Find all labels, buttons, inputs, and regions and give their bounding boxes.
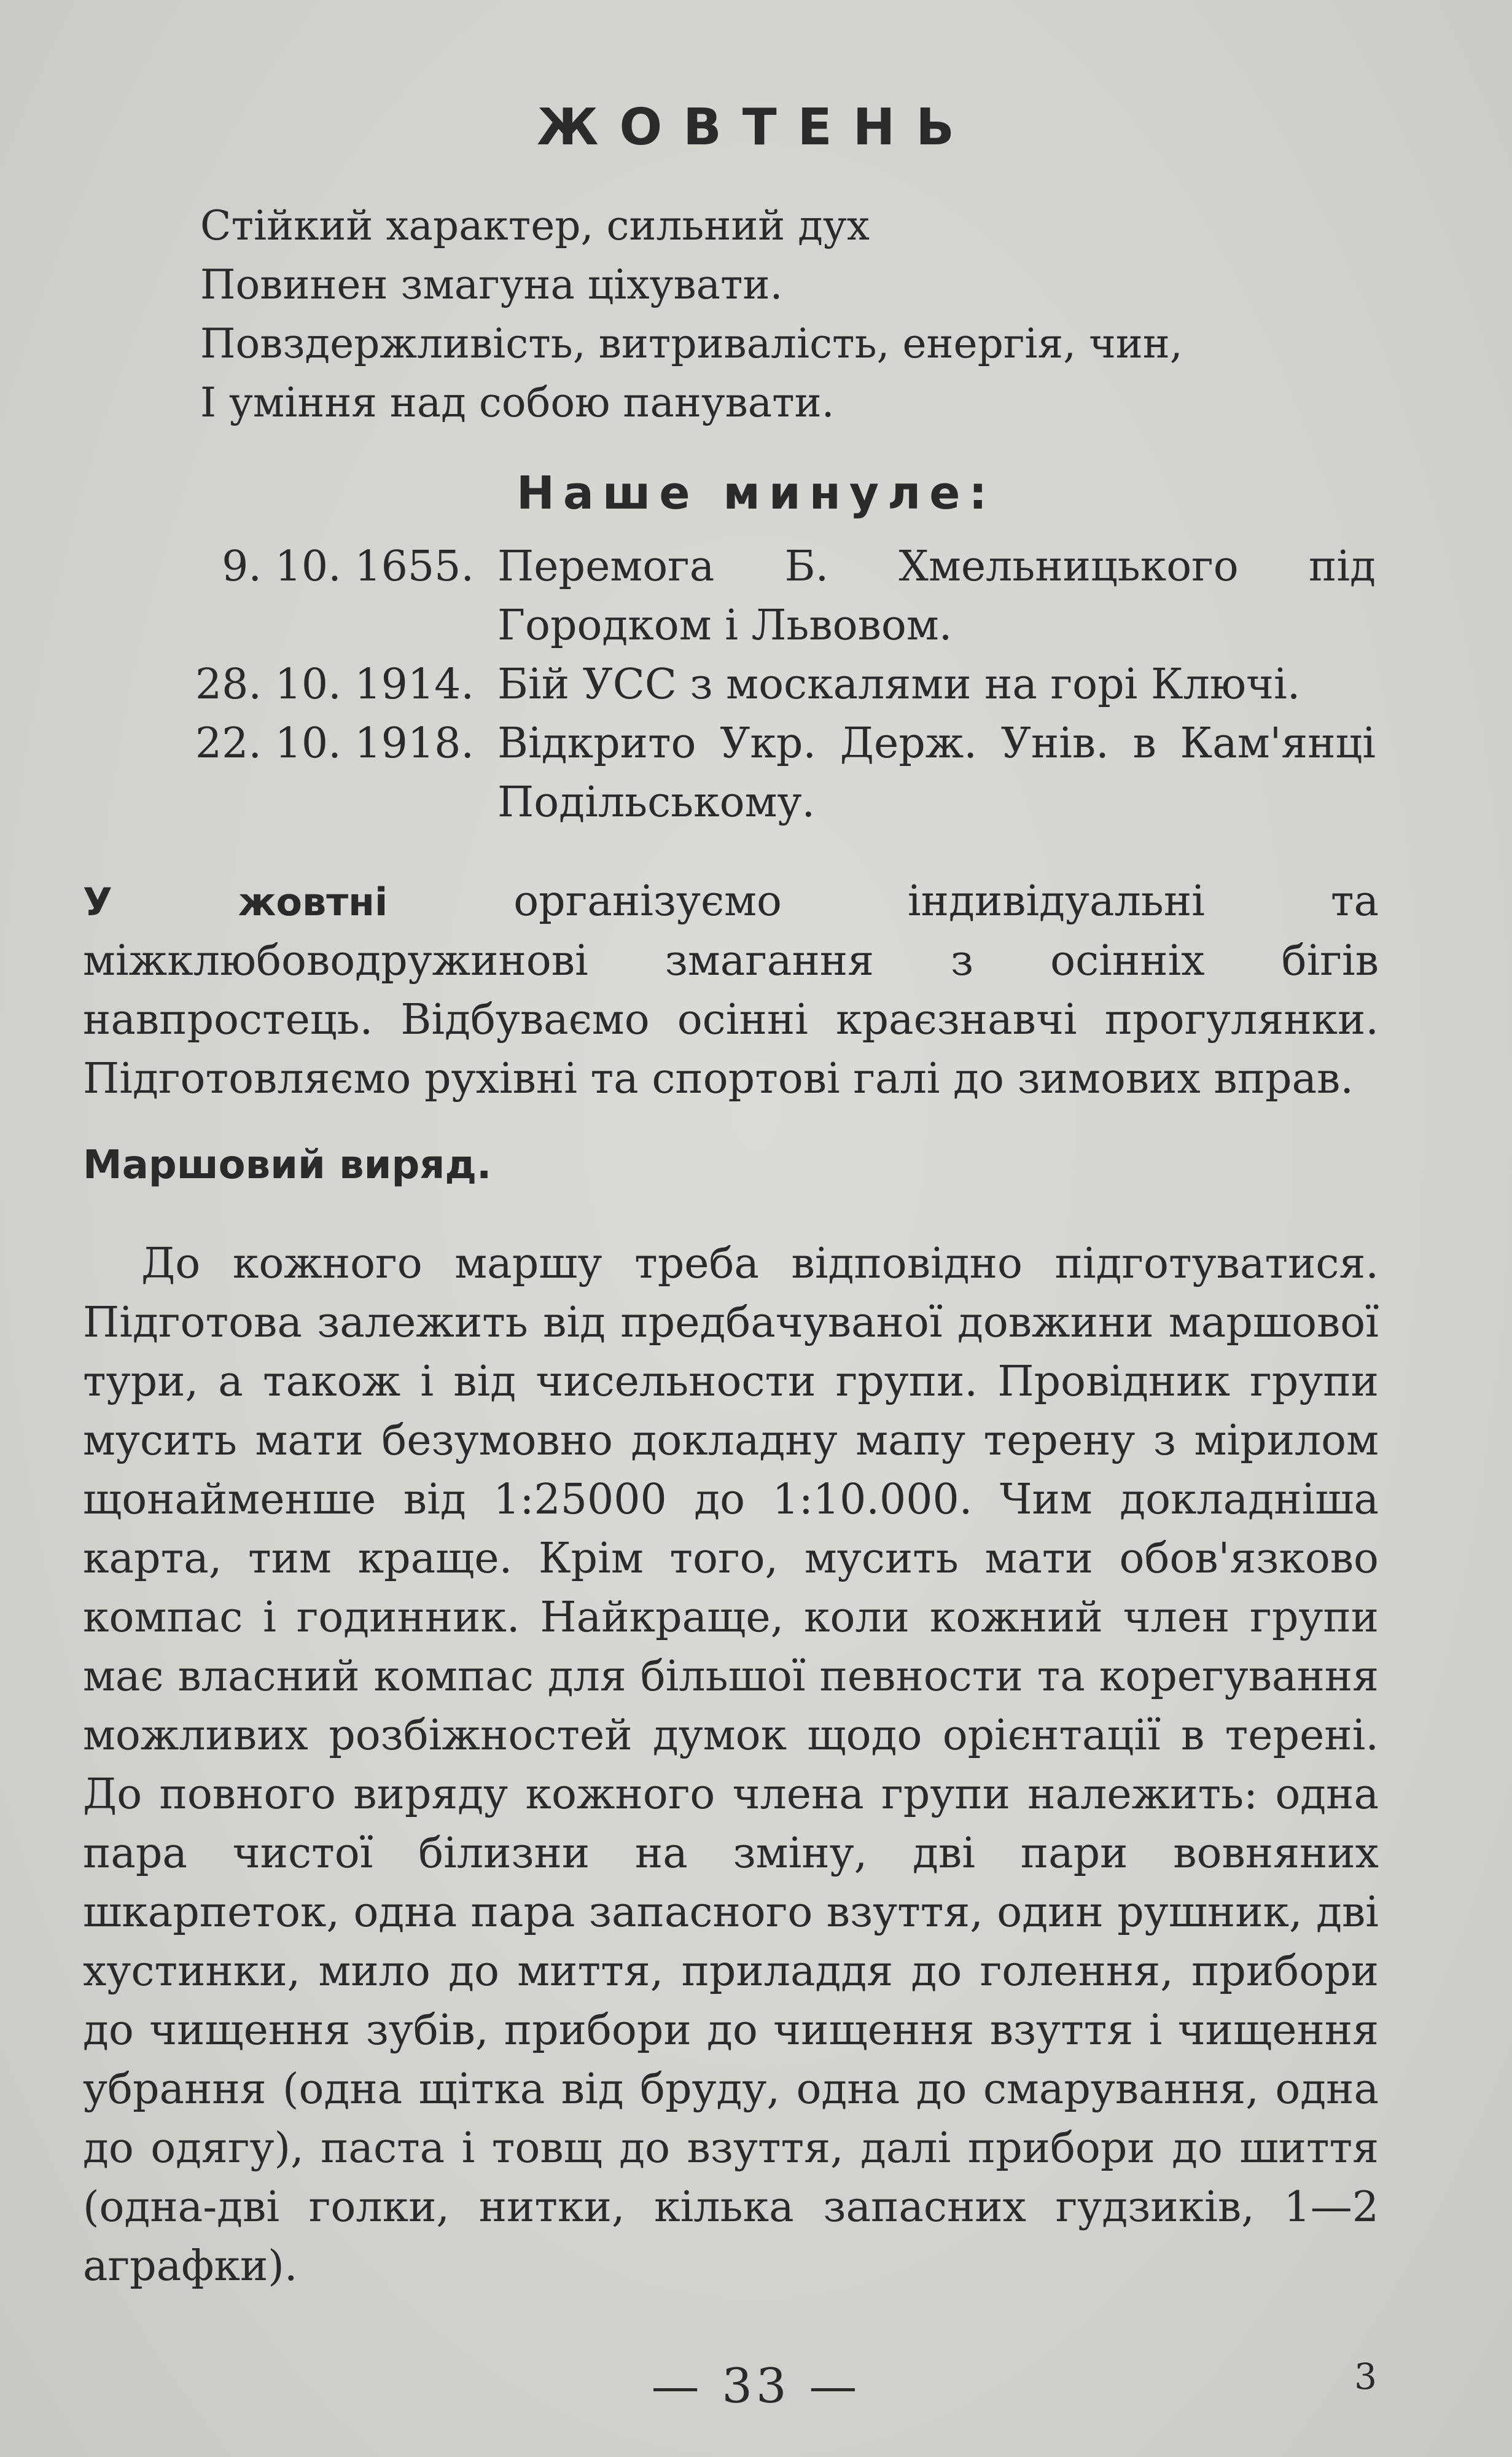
page-number: — 33 —: [651, 2359, 861, 2414]
event-date: 9. 10. 1655.: [222, 542, 474, 591]
history-events: [154, 537, 1376, 832]
event-text: Відкрито Укр. Держ. Унів. в Кам'янці Подільському.: [497, 719, 1376, 827]
page-title: ЖОВТЕНЬ: [537, 98, 975, 157]
october-lead: У жовтні: [83, 880, 388, 924]
poem-line: І уміння над собою панувати.: [200, 379, 835, 426]
october-text: організуємо індивідуальні та міжклюбоводружинові змагання з осінніх бігів навпростець. Відбуваємо осінні краєзнавчі прогулянки. Підготовляємо рухівні та спортові галі до зимових вправ.: [83, 877, 1379, 1103]
event-text: Перемога Б. Хмельницького під Городком і Львовом.: [497, 542, 1376, 650]
signature-mark: 3: [1354, 2356, 1377, 2397]
march-gear-paragraph: До кожного маршу треба відповідно підготуватися. Підготова залежить від предбачуваної довжини маршової тури, а також і від чисельности групи. Провідник групи мусить мати безумовно докладну мапу терену з мірилом щонайменше від 1:25000 до 1:10.000. Чим докладніша карта, тим краще. Крім того, мусить мати обов'язково компас і годинник. Найкраще, коли кожний член групи має власний компас для більшої певности та корегування можливих розбіжностей думок щодо орієнтації в терені. До повного виряду кожного члена групи належить: одна пара чистої білизни на зміну, дві пари вовняних шкарпеток, одна пара запасного взуття, один рушник, дві хустинки, мило до миття, приладдя до голення, прибори до чищення зубів, прибори до чищення взуття і чищення убрання (одна щітка від бруду, одна до смарування, одна до одягу), паста і товщ до взуття, далі прибори до шиття (одна-дві голки, нитки, кілька запасних гудзиків, 1—2 аграфки).: [83, 1240, 1379, 2291]
event-date: 22. 10. 1918.: [195, 719, 474, 768]
march-gear-heading: Маршовий виряд.: [83, 1143, 492, 1188]
event-date: 28. 10. 1914.: [195, 660, 474, 709]
poem-line: Стійкий характер, сильний дух: [200, 202, 870, 249]
poem-line: Повздержливість, витривалість, енергія, чин,: [200, 320, 1183, 367]
poem: [200, 197, 1183, 432]
history-event: [154, 537, 1376, 655]
history-event: [154, 714, 1376, 832]
history-heading: Наше минуле:: [516, 467, 996, 520]
poem-line: Повинен змагуна ціхувати.: [200, 261, 783, 308]
october-paragraph: [83, 872, 1379, 1109]
history-event: [154, 655, 1376, 714]
event-text: Бій УСС з москалями на горі Ключі.: [497, 660, 1301, 709]
